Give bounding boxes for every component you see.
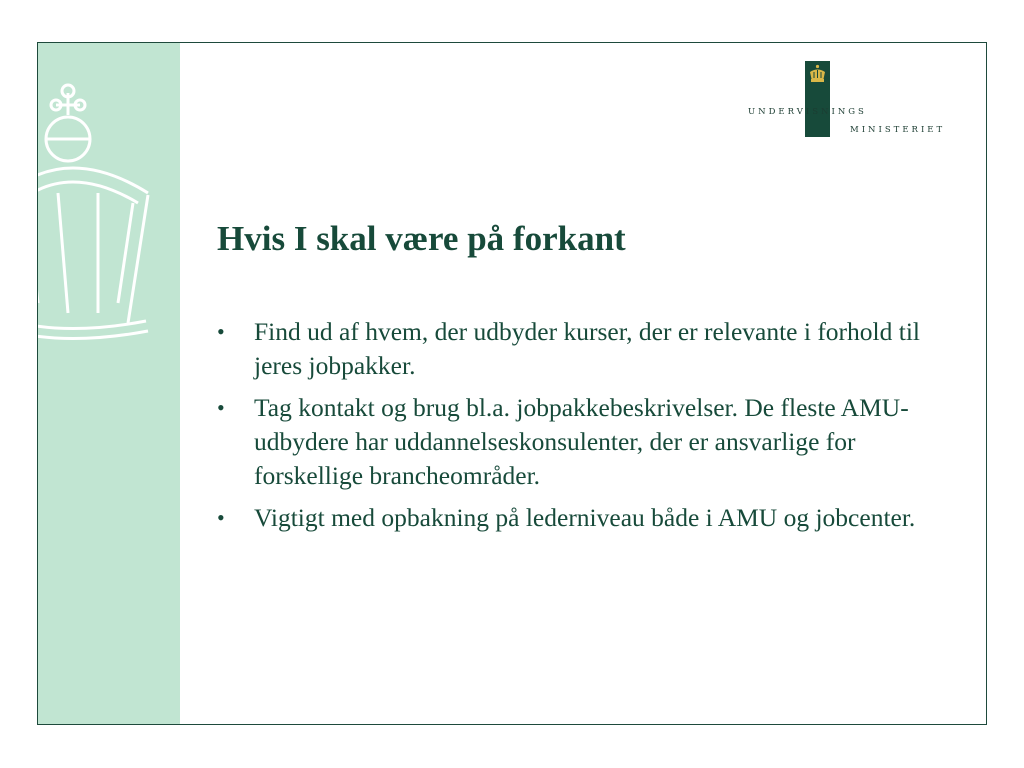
logo-crown-icon (808, 64, 827, 84)
bullet-item (217, 391, 952, 493)
slide (37, 42, 987, 725)
crown-watermark-icon (38, 83, 178, 343)
logo-text-line-1: UNDERVISNINGS (748, 107, 867, 117)
bullet-item (217, 501, 952, 535)
bullet-dot: • (217, 505, 225, 530)
logo-text-line-2: MINISTERIET (850, 125, 946, 135)
ministry-logo (748, 61, 978, 141)
side-band (38, 43, 180, 724)
bullet-dot: • (217, 395, 225, 420)
bullet-item (217, 315, 952, 383)
bullet-list (217, 315, 952, 543)
bullet-text: Find ud af hvem, der udbyder kurser, der er relevante i forhold til jeres jobpakker. (254, 317, 921, 380)
bullet-text: Vigtigt med opbakning på lederniveau både i AMU og jobcenter. (254, 503, 916, 532)
bullet-dot: • (217, 319, 225, 344)
slide-title: Hvis I skal være på forkant (217, 219, 626, 258)
bullet-text: Tag kontakt og brug bl.a. jobpakkebeskrivelser. De fleste AMU-udbydere har uddannelseskonsulenter, der er ansvarlige for forskellige brancheområder. (254, 393, 909, 490)
logo-block (805, 61, 830, 137)
